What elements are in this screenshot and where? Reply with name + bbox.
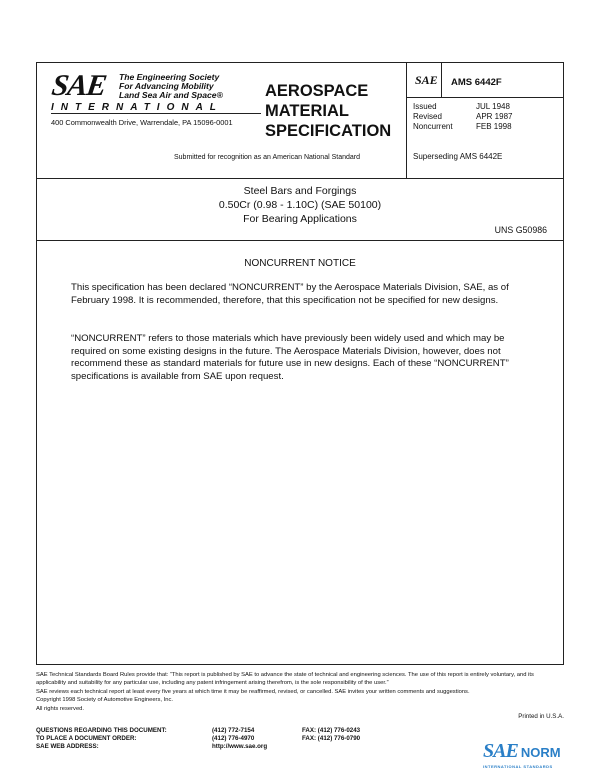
ams-number: AMS 6442F bbox=[451, 77, 502, 88]
policy-text: SAE Technical Standards Board Rules provide that: “This report is published by SAE to advance the state of technical and engineering sciences. The use of this report is entirely voluntary, and its applicability and suitability for any particular use, including any patent infringement arising therefrom, is the sole responsibility of the user.” bbox=[36, 672, 534, 687]
header bbox=[37, 63, 563, 179]
contact-row: SAE WEB ADDRESS: http://www.sae.org bbox=[36, 743, 564, 751]
uns-number: UNS G50986 bbox=[494, 225, 547, 235]
sae-small-logo: SAE bbox=[415, 73, 438, 87]
submitted-note: Submitted for recognition as an American National Standard bbox=[174, 154, 360, 161]
date-row: Noncurrent FEB 1998 bbox=[413, 122, 512, 131]
header-divider bbox=[406, 63, 407, 178]
date-table bbox=[413, 102, 512, 132]
contact-row: QUESTIONS REGARDING THIS DOCUMENT: (412) 772-7154 FAX: (412) 776-0243 bbox=[36, 727, 361, 734]
logo-divider bbox=[51, 113, 261, 114]
document-title: AEROSPACE MATERIAL SPECIFICATION bbox=[265, 82, 392, 140]
rights: All rights reserved. bbox=[36, 705, 85, 712]
sae-logo: SAE bbox=[49, 69, 109, 102]
printed-in: Printed in U.S.A. bbox=[518, 713, 564, 720]
subject-title: Steel Bars and Forgings 0.50Cr (0.98 - 1.10C) (SAE 50100) For Bearing Applications bbox=[218, 185, 382, 225]
sae-norm-logo: SAE NORM INTERNATIONAL STANDARDS bbox=[483, 740, 561, 763]
brand-subtitle: INTERNATIONAL STANDARDS bbox=[483, 764, 553, 769]
copyright: Copyright 1998 Society of Automotive Engineers, Inc. bbox=[36, 697, 173, 704]
logo-international: INTERNATIONAL bbox=[51, 102, 223, 113]
date-row: Issued JUL 1948 bbox=[413, 102, 510, 111]
ams-divider bbox=[406, 97, 563, 98]
web-address-link[interactable]: http://www.sae.org bbox=[212, 743, 268, 750]
notice-paragraph: “NONCURRENT” refers to those materials which have previously been widely used and which may be required on some existing designs in the future. The Aerospace Materials Division, however, does not recommend these as standard materials for future use in new designs. Each of these “NONCURRENT” specifications is available from SAE upon request. bbox=[71, 333, 509, 382]
address: 400 Commonwealth Drive, Warrendale, PA 15096-0001 bbox=[51, 118, 233, 127]
contact-row: TO PLACE A DOCUMENT ORDER: (412) 776-4970 FAX: (412) 776-0790 bbox=[36, 735, 361, 742]
specification-frame bbox=[36, 62, 564, 665]
superseding: Superseding AMS 6442E bbox=[413, 152, 503, 161]
date-row: Revised APR 1987 bbox=[413, 112, 513, 121]
footer bbox=[36, 671, 564, 750]
notice-title: NONCURRENT NOTICE bbox=[244, 258, 356, 269]
logo-tagline: The Engineering Society For Advancing Mobility Land Sea Air and Space® bbox=[119, 72, 223, 100]
review-text: SAE reviews each technical report at least every five years at which time it may be reaffirmed, revised, or cancelled. SAE invites your written comments and suggestions. bbox=[36, 688, 470, 695]
logo-separator bbox=[441, 63, 442, 97]
subject-block bbox=[37, 180, 563, 241]
notice-paragraph: This specification has been declared “NONCURRENT” by the Aerospace Materials Division, SAE, as of February 1998. It is recommended, therefore, that this specification not be specified for new designs. bbox=[71, 282, 509, 306]
